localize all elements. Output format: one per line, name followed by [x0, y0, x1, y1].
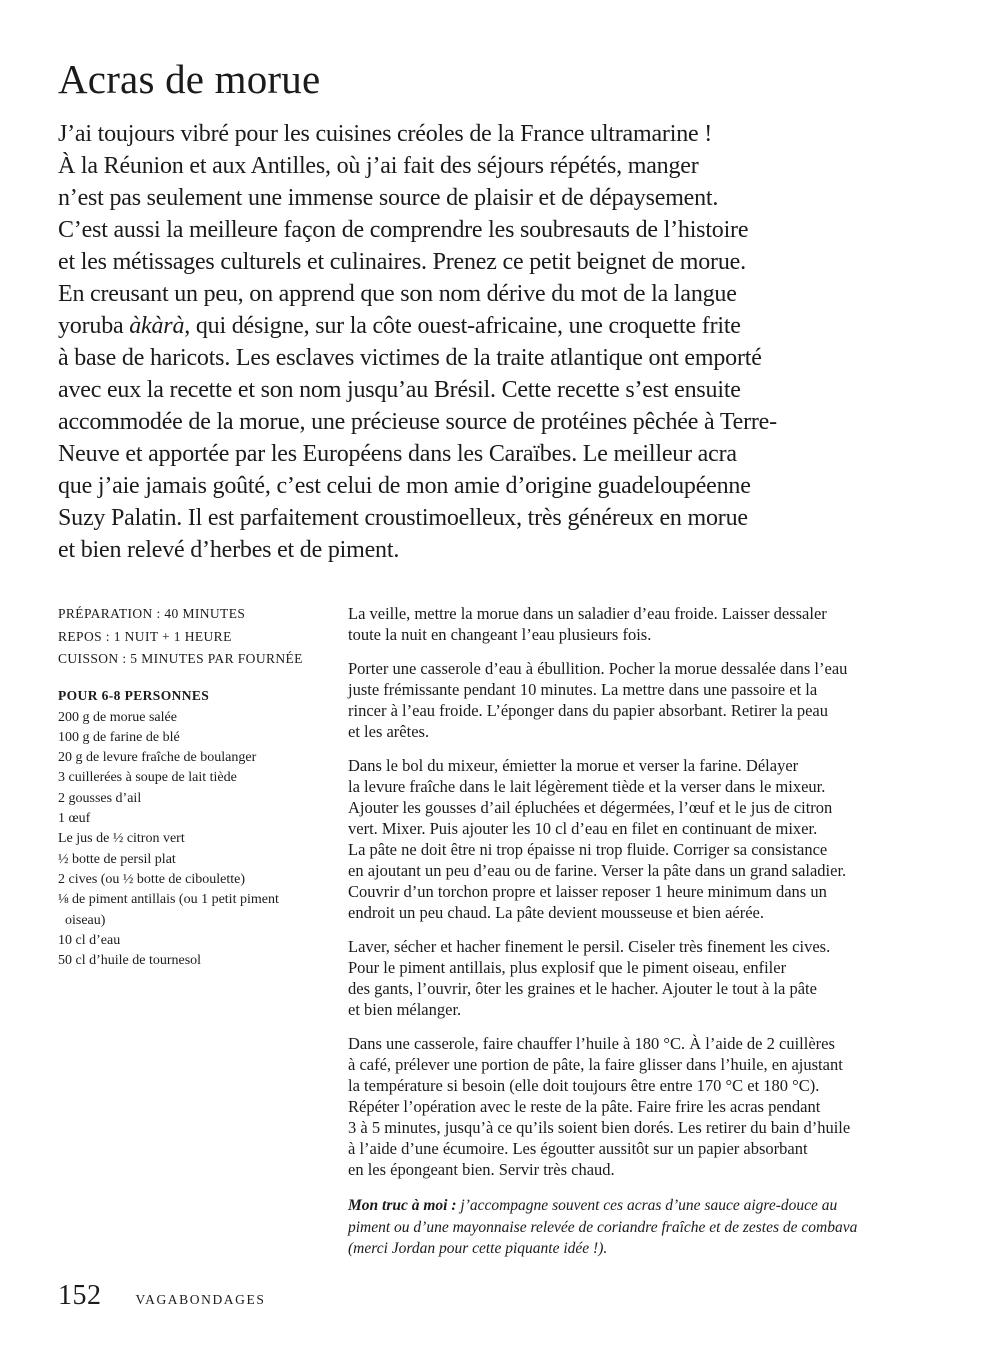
text-line: juste frémissante pendant 10 minutes. La mettre dans une passoire et la: [348, 680, 818, 700]
text-line: à l’aide d’une écumoire. Les égoutter aussitôt sur un papier absorbant: [348, 1139, 808, 1159]
text-line: 1 œuf: [58, 811, 91, 827]
page-footer: [58, 1282, 265, 1310]
page-title: Acras de morue: [58, 56, 321, 102]
text-line: Laver, sécher et hacher finement le persil. Ciseler très finement les cives.: [348, 937, 831, 957]
text-line: CUISSON : 5 MINUTES PAR FOURNÉE: [58, 651, 303, 667]
text-line: rincer à l’eau froide. L’éponger dans du papier absorbant. Retirer la peau: [348, 701, 828, 721]
text-line: à café, prélever une portion de pâte, la faire glisser dans l’huile, en ajustant: [348, 1055, 843, 1075]
text-line: endroit un peu chaud. La pâte devient mousseuse et bien aérée.: [348, 903, 765, 923]
text-line: toute la nuit en changeant l’eau plusieurs fois.: [348, 625, 652, 645]
prep-meta: [58, 603, 328, 671]
text-line: ⅛ de piment antillais (ou 1 petit piment: [58, 892, 279, 908]
text-line: Répéter l’opération avec le reste de la pâte. Faire frire les acras pendant: [348, 1097, 821, 1117]
servings-heading: POUR 6-8 PERSONNES: [58, 687, 210, 703]
ingredients-list: [58, 708, 328, 972]
text-line: yoruba àkàrà, qui désigne, sur la côte ouest-africaine, une croquette frite: [58, 313, 741, 340]
text-line: Porter une casserole d’eau à ébullition. Pocher la morue dessalée dans l’eau: [348, 659, 848, 679]
text-line: et bien relevé d’herbes et de piment.: [58, 537, 400, 564]
text-line: Le jus de ½ citron vert: [58, 831, 185, 847]
text-line: la température si besoin (elle doit toujours être entre 170 °C et 180 °C).: [348, 1076, 820, 1096]
text-line: 50 cl d’huile de tournesol: [58, 953, 202, 969]
recipe-info-column: [58, 603, 328, 971]
chef-note: [348, 1195, 942, 1260]
recipe-step: [348, 755, 942, 923]
text-line: et bien mélanger.: [348, 1000, 462, 1020]
text-line: 20 g de levure fraîche de boulanger: [58, 750, 257, 766]
text-line: Neuve et apportée par les Européens dans les Caraïbes. Le meilleur acra: [58, 441, 737, 468]
text-line: C’est aussi la meilleure façon de comprendre les soubresauts de l’histoire: [58, 217, 749, 244]
text-line: Mon truc à moi : j’accompagne souvent ces acras d’une sauce aigre-douce au: [348, 1197, 838, 1215]
text-line: oiseau): [58, 912, 106, 928]
recipe-steps: [348, 603, 942, 1180]
text-line: et les métissages culturels et culinaires. Prenez ce petit beignet de morue.: [58, 249, 746, 276]
text-line: ½ botte de persil plat: [58, 851, 176, 867]
text-line: La pâte ne doit être ni trop épaisse ni trop fluide. Corriger sa consistance: [348, 840, 828, 860]
text-line: 3 cuillerées à soupe de lait tiède: [58, 770, 237, 786]
text-line: Couvrir d’un torchon propre et laisser reposer 1 heure minimum dans un: [348, 882, 827, 902]
text-line: 2 gousses d’ail: [58, 790, 142, 806]
text-line: À la Réunion et aux Antilles, où j’ai fait des séjours répétés, manger: [58, 153, 699, 180]
recipe-method-column: [348, 603, 942, 1260]
text-line: Pour le piment antillais, plus explosif que le piment oiseau, enfiler: [348, 958, 787, 978]
text-line: à base de haricots. Les esclaves victimes de la traite atlantique ont emporté: [58, 345, 762, 372]
recipe-step: [348, 658, 942, 742]
text-line: avec eux la recette et son nom jusqu’au Brésil. Cette recette s’est ensuite: [58, 377, 741, 404]
text-line: J’ai toujours vibré pour les cuisines créoles de la France ultramarine !: [58, 121, 713, 148]
text-line: en ajoutant un peu d’eau ou de farine. Verser la pâte dans un grand saladier.: [348, 861, 847, 881]
text-line: Dans le bol du mixeur, émietter la morue et verser la farine. Délayer: [348, 756, 799, 776]
text-line: (merci Jordan pour cette piquante idée !).: [348, 1240, 608, 1258]
text-line: 10 cl d’eau: [58, 932, 121, 948]
text-line: que j’aie jamais goûté, c’est celui de mon amie d’origine guadeloupéenne: [58, 473, 751, 500]
text-line: La veille, mettre la morue dans un saladier d’eau froide. Laisser dessaler: [348, 604, 827, 624]
text-line: 2 cives (ou ½ botte de ciboulette): [58, 871, 245, 887]
text-line: en les épongeant bien. Servir très chaud.: [348, 1160, 615, 1180]
text-line: 100 g de farine de blé: [58, 729, 180, 745]
text-line: En creusant un peu, on apprend que son nom dérive du mot de la langue: [58, 281, 737, 308]
text-line: 3 à 5 minutes, jusqu’à ce qu’ils soient bien dorés. Les retirer du bain d’huile: [348, 1118, 851, 1138]
text-line: et les arêtes.: [348, 722, 430, 742]
text-line: des gants, l’ouvrir, ôter les graines et le hacher. Ajouter le tout à la pâte: [348, 979, 817, 999]
text-line: PRÉPARATION : 40 MINUTES: [58, 606, 246, 622]
intro-paragraph: [58, 118, 942, 566]
text-line: Ajouter les gousses d’ail épluchées et dégermées, l’œuf et le jus de citron: [348, 798, 833, 818]
page-number: 152: [58, 1280, 102, 1311]
recipe-step: [348, 936, 942, 1020]
text-line: REPOS : 1 NUIT + 1 HEURE: [58, 628, 232, 644]
text-line: 200 g de morue salée: [58, 709, 177, 725]
text-line: n’est pas seulement une immense source de plaisir et de dépaysement.: [58, 185, 719, 212]
text-line: vert. Mixer. Puis ajouter les 10 cl d’eau en filet en continuant de mixer.: [348, 819, 818, 839]
text-line: Suzy Palatin. Il est parfaitement croustimoelleux, très généreux en morue: [58, 505, 748, 532]
section-label: VAGABONDAGES: [135, 1292, 266, 1307]
text-line: la levure fraîche dans le lait légèrement tiède et la verser dans le mixeur.: [348, 777, 826, 797]
recipe-step: [348, 603, 942, 645]
recipe-columns: [58, 603, 942, 1260]
text-line: Dans une casserole, faire chauffer l’huile à 180 °C. À l’aide de 2 cuillères: [348, 1034, 835, 1054]
recipe-step: [348, 1033, 942, 1180]
text-line: piment ou d’une mayonnaise relevée de coriandre fraîche et de zestes de combava: [348, 1218, 858, 1236]
text-line: accommodée de la morue, une précieuse source de protéines pêchée à Terre-: [58, 409, 777, 436]
